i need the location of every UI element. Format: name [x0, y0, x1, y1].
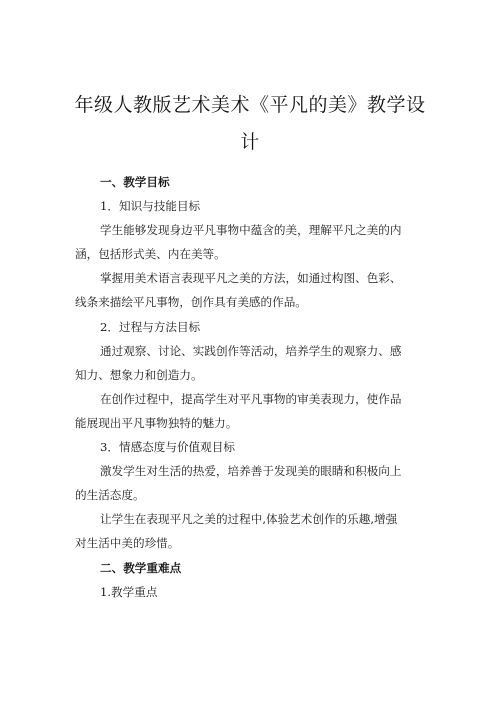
paragraph-line: 激发学生对生活的热爱，培养善于发现美的眼睛和积极向上	[100, 464, 402, 479]
paragraph-line: 让学生在表现平凡之美的过程中,体验艺术创作的乐趣,增强	[100, 512, 398, 527]
paragraph-line: 的生活态度。	[75, 488, 145, 503]
paragraph-line: 学生能够发现身边平凡事物中蕴含的美，理解平凡之美的内	[100, 223, 402, 238]
paragraph-line: 通过观察、讨论、实践创作等活动，培养学生的观察力、感	[100, 343, 402, 358]
subsection-heading: 1.教学重点	[100, 584, 158, 599]
section-heading: 二、教学重难点	[100, 560, 182, 575]
document-title-line-2: 计	[240, 131, 260, 153]
document-title-line-1: 年级人教版艺术美术《平凡的美》教学设	[74, 94, 426, 116]
paragraph-line: 掌握用美术语言表现平凡之美的方法，如通过构图、色彩、	[100, 271, 402, 286]
paragraph-line: 线条来描绘平凡事物，创作具有美感的作品。	[75, 295, 307, 310]
paragraph-line: 涵，包括形式美、内在美等。	[75, 247, 226, 262]
paragraph-line: 对生活中美的珍惜。	[75, 536, 180, 551]
section-heading: 一、教学目标	[100, 175, 170, 189]
paragraph-line: 知力、想象力和创造力。	[75, 367, 203, 382]
paragraph-line: 在创作过程中，提高学生对平凡事物的审美表现力，使作品	[100, 391, 402, 406]
document-body	[75, 170, 425, 604]
subsection-heading: 1．知识与技能目标	[100, 199, 201, 214]
subsection-heading: 2．过程与方法目标	[100, 319, 201, 334]
paragraph-line: 能展现出平凡事物独特的魅力。	[75, 415, 238, 430]
subsection-heading: 3．情感态度与价值观目标	[100, 440, 235, 455]
